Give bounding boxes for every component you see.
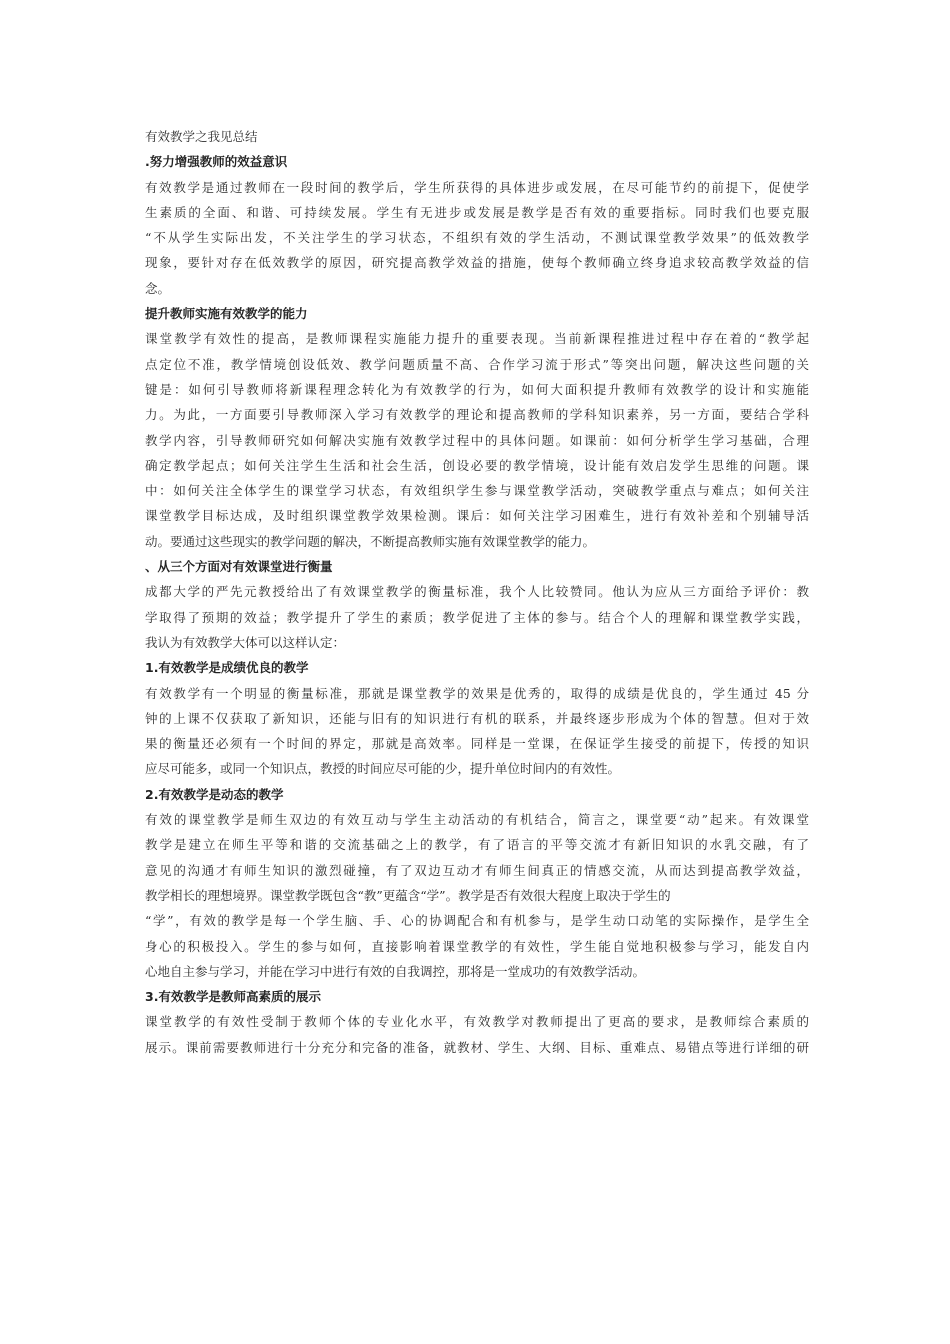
document-title: 有效教学之我见总结 — [145, 129, 258, 144]
paragraph-line: 课堂教学有效性的提高，是教师课程实施能力提升的重要表现。当前新课程推进过程中存在着的“教学起 — [145, 331, 809, 347]
document-page — [145, 124, 809, 1060]
paragraph-line: 应尽可能多，或同一个知识点，教授的时间应尽可能的少，提升单位时间内的有效性。 — [145, 761, 621, 777]
paragraph-line: 力。为此，一方面要引导教师深入学习有效教学的理论和提高教师的学科知识素养，另一方面，要结合学科 — [145, 407, 809, 423]
paragraph-line: 确定教学起点；如何关注学生生活和社会生活，创设必要的教学情境，设计能有效启发学生思维的问题。课 — [145, 457, 809, 473]
paragraph-line: 教学是建立在师生平等和谐的交流基础之上的教学，有了语言的平等交流才有新旧知识的水乳交融，有了 — [145, 837, 809, 853]
paragraph-line: 果的衡量还必须有一个时间的界定，那就是高效率。同样是一堂课，在保证学生接受的前提下，传授的知识 — [145, 736, 809, 752]
section-heading: 、从三个方面对有效课堂进行衡量 — [145, 559, 333, 575]
paragraph-line: 有效教学有一个明显的衡量标准，那就是课堂教学的效果是优秀的，取得的成绩是优良的，学生通过 45 分 — [145, 685, 809, 701]
paragraph-line: 念。 — [145, 280, 171, 296]
paragraph-line: 课堂教学目标达成，及时组织课堂教学效果检测。课后：如何关注学习困难生，进行有效补差和个别辅导活 — [145, 508, 809, 524]
paragraph-line: 课堂教学的有效性受制于教师个体的专业化水平，有效教学对教师提出了更高的要求，是教师综合素质的 — [145, 1014, 809, 1030]
document-body — [145, 149, 809, 1060]
paragraph-line: “学”，有效的教学是每一个学生脑、手、心的协调配合和有机参与，是学生动口动笔的实际操作，是学生全 — [145, 913, 809, 929]
paragraph-line: 学取得了预期的效益；教学提升了学生的素质；教学促进了主体的参与。结合个人的理解和课堂教学实践， — [145, 609, 809, 625]
section-heading: 1.有效教学是成绩优良的教学 — [145, 660, 309, 676]
section-heading: 提升教师实施有效教学的能力 — [145, 306, 308, 322]
paragraph-line: 展示。课前需要教师进行十分充分和完备的准备，就教材、学生、大纲、目标、重难点、易错点等进行详细的研 — [145, 1039, 809, 1055]
paragraph-line: 有效的课堂教学是师生双边的有效互动与学生主动活动的有机结合，简言之，课堂要“动”起来。有效课堂 — [145, 812, 809, 828]
paragraph-line: 心地自主参与学习，并能在学习中进行有效的自我调控，那将是一堂成功的有效教学活动。 — [145, 963, 646, 979]
paragraph-line: 生素质的全面、和谐、可持续发展。学生有无进步或发展是教学是否有效的重要指标。同时我们也要克服 — [145, 204, 809, 220]
paragraph-line: 点定位不准，教学情境创设低效、教学问题质量不高、合作学习流于形式”等突出问题，解决这些问题的关 — [145, 356, 809, 372]
paragraph-line: 成都大学的严先元教授给出了有效课堂教学的衡量标准，我个人比较赞同。他认为应从三方面给予评价：教 — [145, 584, 809, 600]
paragraph-line: 钟的上课不仅获取了新知识，还能与旧有的知识进行有机的联系，并最终逐步形成为个体的智慧。但对于效 — [145, 710, 809, 726]
paragraph-line: 我认为有效教学大体可以这样认定： — [145, 634, 346, 650]
section-heading: .努力增强教师的效益意识 — [145, 154, 288, 170]
paragraph-line: 动。要通过这些现实的教学问题的解决，不断提高教师实施有效课堂教学的能力。 — [145, 533, 596, 549]
section-heading: 2.有效教学是动态的教学 — [145, 786, 284, 802]
paragraph-line: 现象，要针对存在低效教学的原因，研究提高教学效益的措施，使每个教师确立终身追求较高教学效益的信 — [145, 255, 809, 271]
paragraph-line: 教学内容，引导教师研究如何解决实施有效教学过程中的具体问题。如课前：如何分析学生学习基础，合理 — [145, 432, 809, 448]
paragraph-line: 有效教学是通过教师在一段时间的教学后，学生所获得的具体进步或发展，在尽可能节约的前提下，促使学 — [145, 179, 809, 195]
paragraph-line: 身心的积极投入。学生的参与如何，直接影响着课堂教学的有效性，学生能自觉地积极参与学习，能发自内 — [145, 938, 809, 954]
section-heading: 3.有效教学是教师高素质的展示 — [145, 989, 321, 1005]
paragraph-line: “不从学生实际出发，不关注学生的学习状态，不组织有效的学生活动，不测试课堂教学效果”的低效教学 — [145, 230, 809, 246]
paragraph-line: 键是：如何引导教师将新课程理念转化为有效教学的行为，如何大面积提升教师有效教学的设计和实施能 — [145, 381, 809, 397]
paragraph-line: 意见的沟通才有师生知识的激烈碰撞，有了双边互动才有师生间真正的情感交流，从而达到提高教学效益， — [145, 862, 809, 878]
paragraph-line: 中：如何关注全体学生的课堂学习状态，有效组织学生参与课堂教学活动，突破教学重点与难点；如何关注 — [145, 483, 809, 499]
paragraph-line: 教学相长的理想境界。课堂教学既包含“教”更蕴含“学”。教学是否有效很大程度上取决于学生的 — [145, 887, 671, 903]
